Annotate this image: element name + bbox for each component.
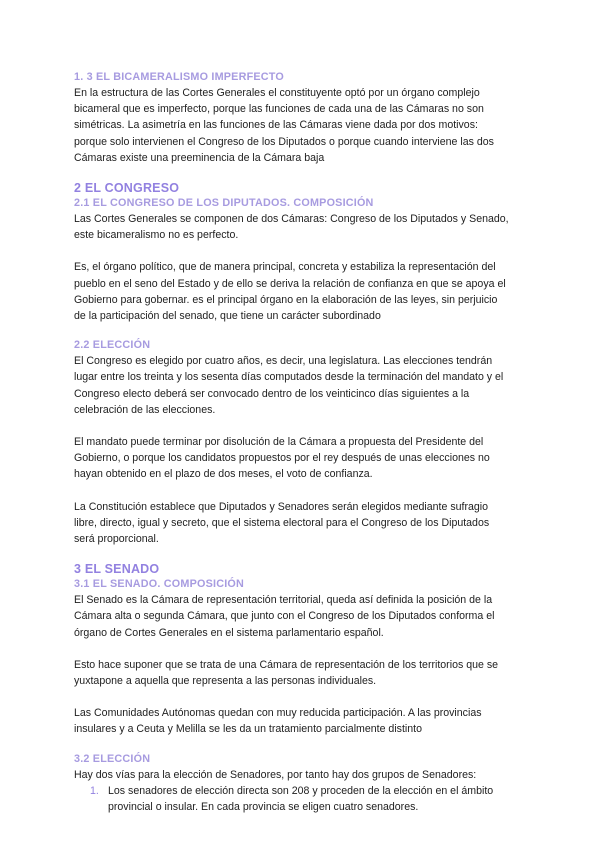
paragraph-line: este bicameralismo no es perfecto. xyxy=(74,229,239,242)
paragraph-gap xyxy=(74,641,530,657)
paragraph-line: insulares y a Ceuta y Melilla se les da un tratamiento parcialmente distinto xyxy=(74,723,423,736)
heading-3-1: 3.1 EL SENADO. COMPOSICIÓN xyxy=(74,578,244,591)
paragraph-line: Cámaras existe una preeminencia de la Cámara baja xyxy=(74,151,325,164)
document-body xyxy=(74,70,530,815)
heading-2-2: 2.2 ELECCIÓN xyxy=(74,339,151,352)
section-1-3 xyxy=(74,70,530,166)
heading-2: 2 EL CONGRESO xyxy=(74,181,180,196)
paragraph-line: Congreso electo deberá ser convocado dentro de los veinticinco días siguientes a la xyxy=(74,387,470,400)
paragraph-line: Las Comunidades Autónomas quedan con muy reducida participación. A las provincias xyxy=(74,707,482,720)
paragraph-gap xyxy=(74,418,530,434)
paragraph-line: Esto hace suponer que se trata de una Cámara de representación de los territorios que se xyxy=(74,658,499,671)
paragraph-line: El Senado es la Cámara de representación territorial, queda así definida la posición de la xyxy=(74,594,493,607)
section-2 xyxy=(74,180,530,547)
paragraph-line: hayan obtenido en el plazo de dos meses, el voto de confianza. xyxy=(74,468,373,481)
paragraph-line: La Constitución establece que Diputados y Senadores serán elegidos mediante sufragio xyxy=(74,500,489,513)
paragraph-line: simétricas. La asimetría en las funciones de las Cámaras viene dada por dos motivos: xyxy=(74,119,478,132)
list-item-line: provincial o insular. En cada provincia se eligen cuatro senadores. xyxy=(108,801,419,814)
heading-3: 3 EL SENADO xyxy=(74,562,160,577)
paragraph-line: Gobierno para gobernar. es el principal órgano en la elaboración de las leyes, sin perjuicio xyxy=(74,293,498,306)
paragraph-line: Hay dos vías para la elección de Senadores, por tanto hay dos grupos de Senadores: xyxy=(74,768,477,781)
paragraph-line: En la estructura de las Cortes Generales el constituyente optó por un órgano complejo xyxy=(74,87,480,99)
paragraph-line: Es, el órgano político, que de manera principal, concreta y estabiliza la representación del xyxy=(74,261,496,274)
paragraph-line: Las Cortes Generales se componen de dos Cámaras: Congreso de los Diputados y Senado, xyxy=(74,213,509,226)
paragraph-line: pueblo en el seno del Estado y de ello se deriva la relación de confianza en que se apoya el xyxy=(74,277,506,290)
heading-1-3: 1. 3 EL BICAMERALISMO IMPERFECTO xyxy=(74,71,284,83)
numbered-list xyxy=(74,783,530,815)
paragraph-line: yuxtapone a aquella que representa a las personas individuales. xyxy=(74,675,377,688)
paragraph-line: Gobierno, o porque los candidatos propuestos por el rey después de unas elecciones no xyxy=(74,452,490,465)
paragraph-line: de la participación del senado, que tiene un carácter subordinado xyxy=(74,310,381,323)
paragraph-line: lugar entre los treinta y los sesenta días computados desde la terminación del mandato y el xyxy=(74,371,504,384)
heading-2-1: 2.1 EL CONGRESO DE LOS DIPUTADOS. COMPOSICIÓN xyxy=(74,197,374,210)
heading-3-2: 3.2 ELECCIÓN xyxy=(74,752,151,765)
paragraph-line: El Congreso es elegido por cuatro años, es decir, una legislatura. Las elecciones tendrán xyxy=(74,355,493,368)
paragraph-line: celebración de las elecciones. xyxy=(74,403,216,416)
paragraph-line: porque solo intervienen el Congreso de los Diputados o porque cuando interviene las dos xyxy=(74,135,494,148)
paragraph-line: Cámara alta o segunda Cámara, que junto con el Congreso de los Diputados conforma el xyxy=(74,610,495,623)
paragraph-line: bicameral que es imperfecto, porque las funciones de cada una de las Cámaras no son xyxy=(74,103,484,116)
list-item xyxy=(74,783,530,815)
paragraph-gap xyxy=(74,483,530,499)
section-3 xyxy=(74,561,530,815)
paragraph-line: El mandato puede terminar por disolución de la Cámara a propuesta del Presidente del xyxy=(74,436,484,449)
list-item-line: Los senadores de elección directa son 208 y proceden de la elección en el ámbito xyxy=(108,784,494,797)
paragraph-gap xyxy=(74,689,530,705)
paragraph-line: libre, directo, igual y secreto, que el sistema electoral para el Congreso de los Diputados xyxy=(74,516,490,529)
list-number: 1. xyxy=(90,784,99,797)
paragraph-line: será proporcional. xyxy=(74,533,159,546)
paragraph-gap xyxy=(74,243,530,259)
paragraph-line: órgano de Cortes Generales en el sistema parlamentario español. xyxy=(74,626,384,639)
